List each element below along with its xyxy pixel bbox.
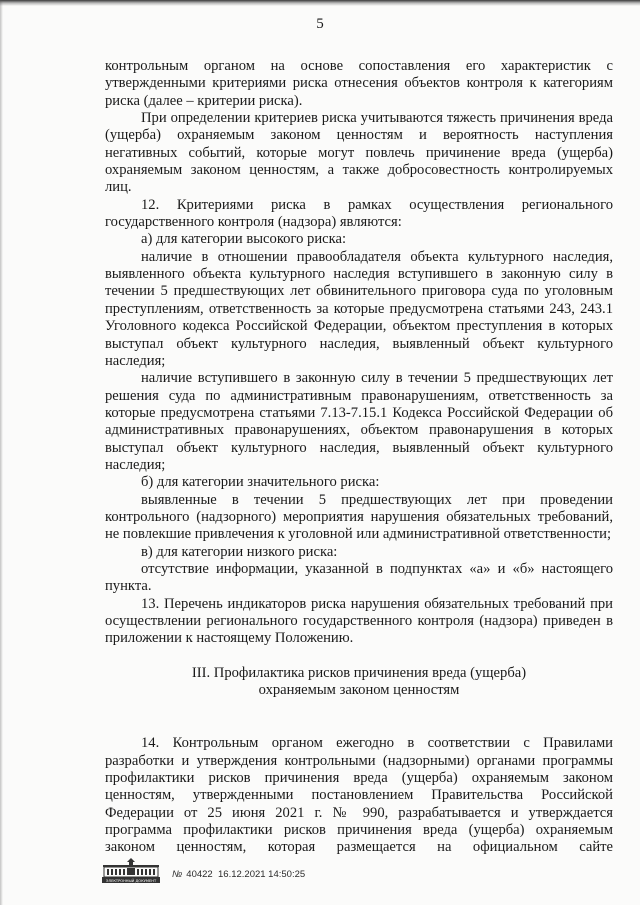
- scan-top-edge: [0, 0, 640, 6]
- electronic-signature-stamp: [100, 856, 520, 884]
- paragraph-continuation: контрольным органом на основе сопоставления его характеристик с утвержденными критериями риска отнесения объектов контроля к категориям риска (далее – критерии риска).: [105, 58, 613, 109]
- section-heading-line-2: охраняемым законом ценностям: [258, 682, 460, 699]
- stamp-registration: [172, 869, 305, 880]
- building-logo-icon: [100, 856, 162, 884]
- subitem-a-heading: а) для категории высокого риска:: [141, 231, 347, 248]
- subitem-c-criterion: отсутствие информации, указанной в подпунктах «а» и «б» настоящего пункта.: [105, 560, 613, 595]
- scan-left-edge: [0, 0, 3, 905]
- stamp-timestamp: 16.12.2021 14:50:25: [218, 869, 306, 880]
- doc-number-symbol: №: [172, 869, 183, 880]
- subitem-c-heading: в) для категории низкого риска:: [141, 543, 338, 560]
- paragraph-13: 13. Перечень индикаторов риска нарушения обязательных требований при осуществлении регионального государственного контроля (надзора) приведен в приложении к настоящему Положению.: [105, 595, 613, 647]
- section-heading-line-1: III. Профилактика рисков причинения вреда (ущерба): [191, 664, 527, 681]
- doc-number: 40422: [186, 869, 213, 880]
- subitem-b-heading: б) для категории значительного риска:: [141, 474, 380, 491]
- paragraph-criteria-consideration: При определении критериев риска учитываются тяжесть причинения вреда (ущерба) охраняемым законом ценностям и вероятность наступления негативных событий, которые могут повлечь причинение вреда (ущерба) охраняемым законом ценностям, а также добросовестность контролируемых лиц.: [105, 110, 613, 196]
- document-body: [105, 58, 613, 857]
- page-number: 5: [316, 16, 324, 32]
- section-heading: [105, 665, 613, 700]
- paragraph-12: 12. Критериями риска в рамках осуществления регионального государственного контроля (надзора) являются:: [105, 196, 613, 231]
- subitem-b-criterion: выявленные в течении 5 предшествующих лет при проведении контрольного (надзорного) мероприятия нарушения обязательных требований, не повлекшие привлечения к уголовной или административной ответственности;: [105, 491, 613, 543]
- subitem-a-criterion-2: наличие вступившего в законную силу в течении 5 предшествующих лет решения суда по административным правонарушениям, ответственность за которые предусмотрена статьями 7.13-7.15.1 Кодекса Российской Федерации об административных правонарушениях, объектом правонарушения в которых выступал объект культурного наследия, выявленный объект культурного наследия;: [105, 370, 613, 473]
- paragraph-14: 14. Контрольным органом ежегодно в соответствии с Правилами разработки и утверждения контрольными (надзорными) органами программы профилактики рисков причинения вреда (ущерба) охраняемым законом ценностям, утвержденными постановлением Правительства Российской Федерации от 25 июня 2021 г. № 990, разрабатывается и утверждается программа профилактики рисков причинения вреда (ущерба) охраняемым законом ценностям, которая размещается на официальном сайте: [105, 735, 613, 856]
- subitem-a-criterion-1: наличие в отношении правообладателя объекта культурного наследия, выявленного объекта культурного наследия вступившего в законную силу в течении 5 предшествующих лет обвинительного приговора суда по уголовным преступлениям, ответственность за которые предусмотрена статьями 243, 243.1 Уголовного кодекса Российской Федерации, объектом преступления в которых выступал объект культурного наследия, выявленный объект культурного наследия;: [105, 248, 613, 369]
- logo-caption: ЭЛЕКТРОННЫЙ ДОКУМЕНТ: [105, 879, 157, 883]
